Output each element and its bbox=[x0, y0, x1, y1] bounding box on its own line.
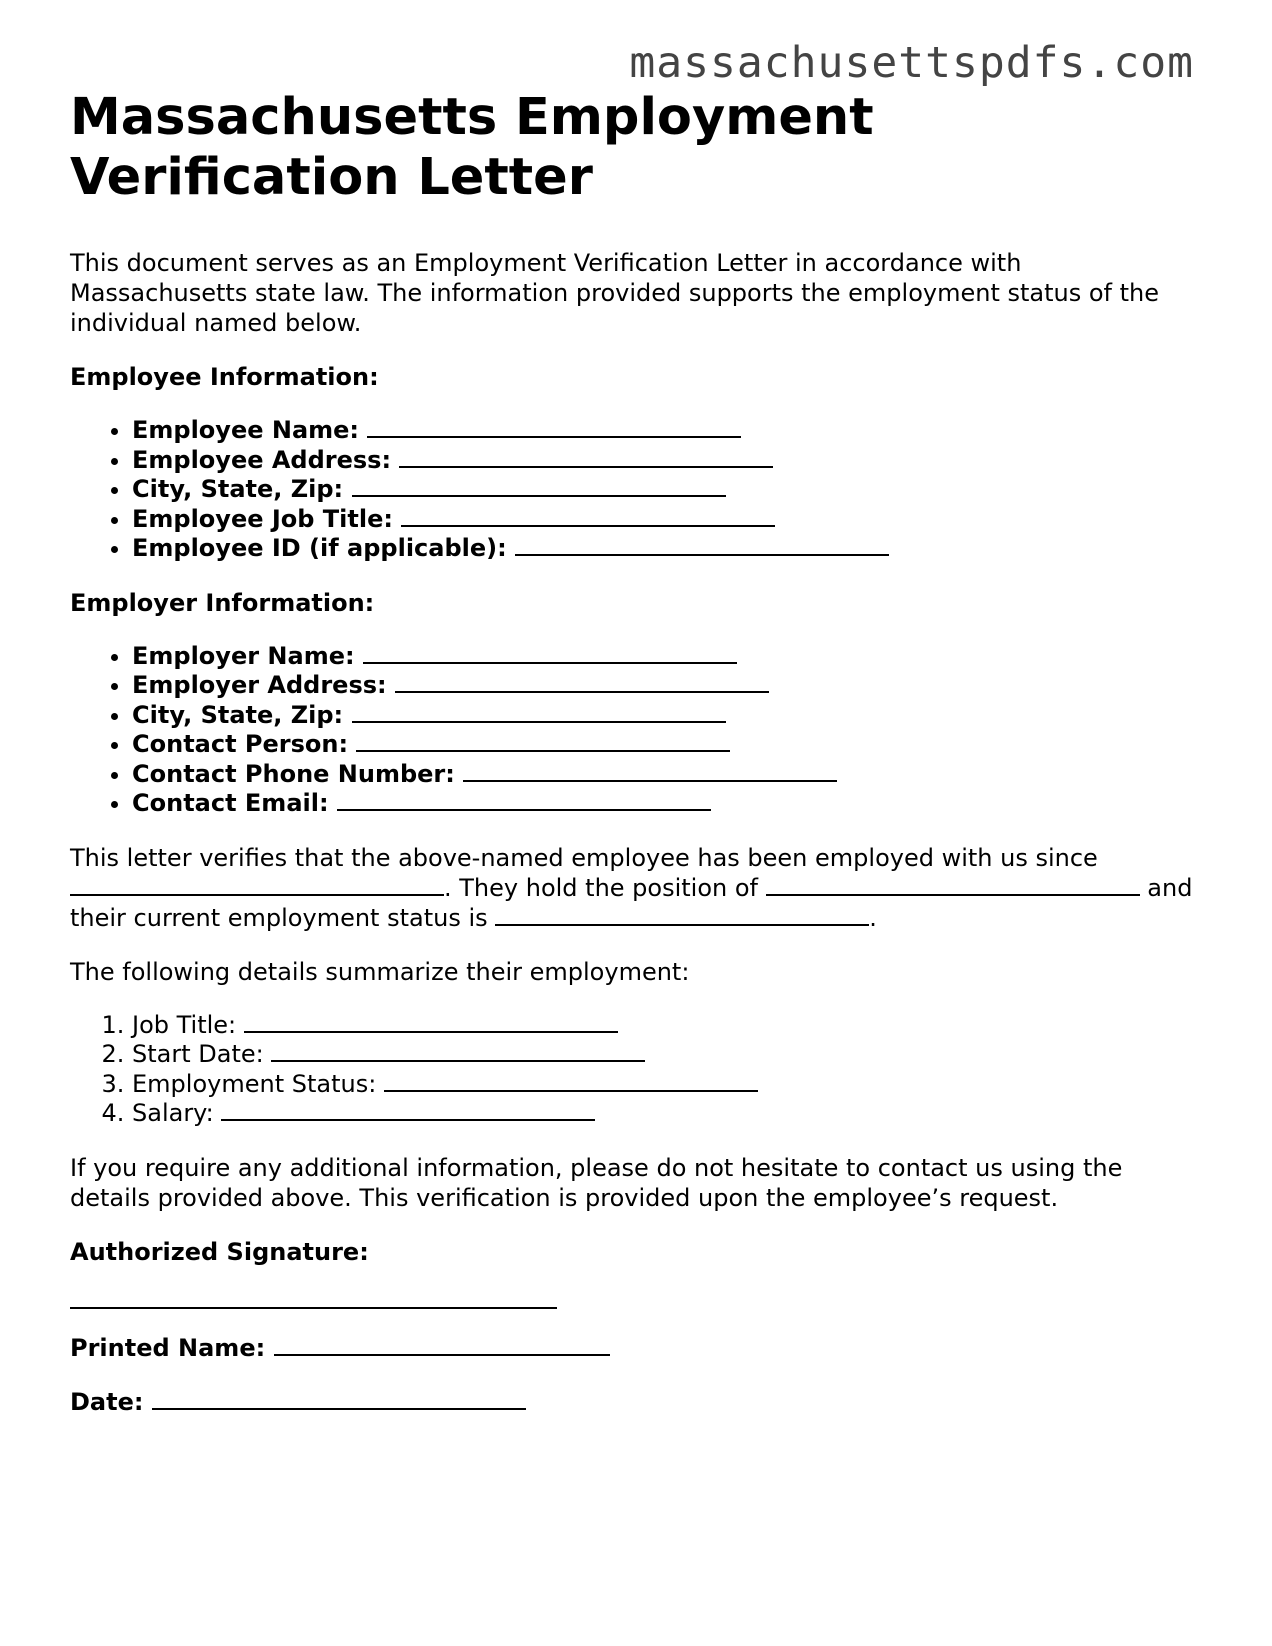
summary-job-title-label: Job Title: bbox=[132, 1010, 237, 1039]
summary-intro: The following details summarize their employment: bbox=[70, 957, 690, 986]
authorized-signature-heading: Authorized Signature: bbox=[70, 1237, 369, 1266]
date-row bbox=[70, 1387, 1200, 1417]
employee-name-blank[interactable] bbox=[367, 416, 741, 438]
printed-name-row bbox=[70, 1333, 1200, 1363]
date-blank[interactable] bbox=[152, 1388, 526, 1410]
contact-email-label: Contact Email: bbox=[132, 789, 329, 817]
employee-info-list bbox=[70, 416, 1200, 564]
verification-text-3: and their current employment status is bbox=[70, 873, 1193, 932]
summary-salary-label: Salary: bbox=[132, 1099, 214, 1127]
printed-name-blank[interactable] bbox=[274, 1334, 610, 1356]
summary-list bbox=[70, 1011, 1200, 1129]
employer-city-state-zip-label: City, State, Zip: bbox=[132, 700, 344, 729]
employer-name-label: Employer Name: bbox=[132, 641, 355, 670]
site-watermark: massachusettspdfs.com bbox=[629, 38, 1194, 88]
summary-employment-status-label: Employment Status: bbox=[132, 1069, 377, 1098]
list-item bbox=[132, 701, 1200, 731]
employer-address-label: Employer Address: bbox=[132, 671, 387, 699]
list-item bbox=[132, 642, 1200, 672]
employed-since-blank[interactable] bbox=[70, 874, 444, 896]
date-label: Date: bbox=[70, 1387, 144, 1416]
employer-name-blank[interactable] bbox=[363, 642, 737, 664]
summary-employment-status-blank[interactable] bbox=[384, 1070, 758, 1092]
position-blank[interactable] bbox=[766, 874, 1140, 896]
contact-person-blank[interactable] bbox=[356, 730, 730, 752]
summary-salary-blank[interactable] bbox=[221, 1099, 595, 1121]
list-item bbox=[132, 789, 1200, 819]
employee-address-label: Employee Address: bbox=[132, 445, 392, 474]
summary-start-date-label: Start Date: bbox=[132, 1040, 264, 1068]
list-item bbox=[132, 760, 1200, 790]
employee-id-blank[interactable] bbox=[515, 534, 889, 556]
document-title: Massachusetts Employment Verification Letter bbox=[70, 88, 874, 207]
employment-status-blank[interactable] bbox=[495, 904, 869, 926]
summary-job-title-blank[interactable] bbox=[244, 1011, 618, 1033]
document-page bbox=[70, 88, 1200, 1417]
list-item bbox=[132, 475, 1200, 505]
printed-name-label: Printed Name: bbox=[70, 1333, 266, 1362]
list-item bbox=[132, 446, 1200, 476]
verification-text-2: . They hold the position of bbox=[444, 873, 758, 902]
employee-info-heading: Employee Information: bbox=[70, 363, 379, 391]
contact-person-label: Contact Person: bbox=[132, 730, 349, 758]
list-item bbox=[132, 671, 1200, 701]
list-item bbox=[132, 534, 1200, 564]
list-item bbox=[132, 505, 1200, 535]
signature-line[interactable] bbox=[70, 1307, 557, 1309]
contact-phone-blank[interactable] bbox=[463, 760, 837, 782]
verification-text-4: . bbox=[869, 903, 877, 932]
summary-start-date-blank[interactable] bbox=[271, 1040, 645, 1062]
list-item bbox=[132, 1099, 1200, 1129]
verification-text-1: This letter verifies that the above-named employee has been employed with us since bbox=[70, 843, 1098, 872]
employee-address-blank[interactable] bbox=[399, 446, 773, 468]
employer-address-blank[interactable] bbox=[395, 671, 769, 693]
employer-info-heading: Employer Information: bbox=[70, 588, 375, 617]
list-item bbox=[132, 1040, 1200, 1070]
employee-id-label: Employee ID (if applicable): bbox=[132, 534, 507, 562]
list-item bbox=[132, 730, 1200, 760]
list-item bbox=[132, 416, 1200, 446]
intro-paragraph: This document serves as an Employment Verification Letter in accordance with Massachusetts state law. The information provided supports the employment status of the individual named below. bbox=[70, 249, 1159, 337]
contact-email-blank[interactable] bbox=[337, 789, 711, 811]
closing-paragraph: If you require any additional information, please do not hesitate to contact us using the details provided above. This verification is provided upon the employee’s request. bbox=[70, 1153, 1123, 1212]
employee-job-title-blank[interactable] bbox=[401, 505, 775, 527]
employee-name-label: Employee Name: bbox=[132, 416, 360, 444]
employee-city-state-zip-blank[interactable] bbox=[352, 475, 726, 497]
employer-city-state-zip-blank[interactable] bbox=[352, 701, 726, 723]
employee-job-title-label: Employee Job Title: bbox=[132, 504, 393, 533]
employee-city-state-zip-label: City, State, Zip: bbox=[132, 475, 344, 503]
verification-paragraph bbox=[70, 843, 1200, 933]
contact-phone-label: Contact Phone Number: bbox=[132, 759, 455, 788]
employer-info-list bbox=[70, 642, 1200, 819]
list-item bbox=[132, 1070, 1200, 1100]
list-item bbox=[132, 1011, 1200, 1041]
